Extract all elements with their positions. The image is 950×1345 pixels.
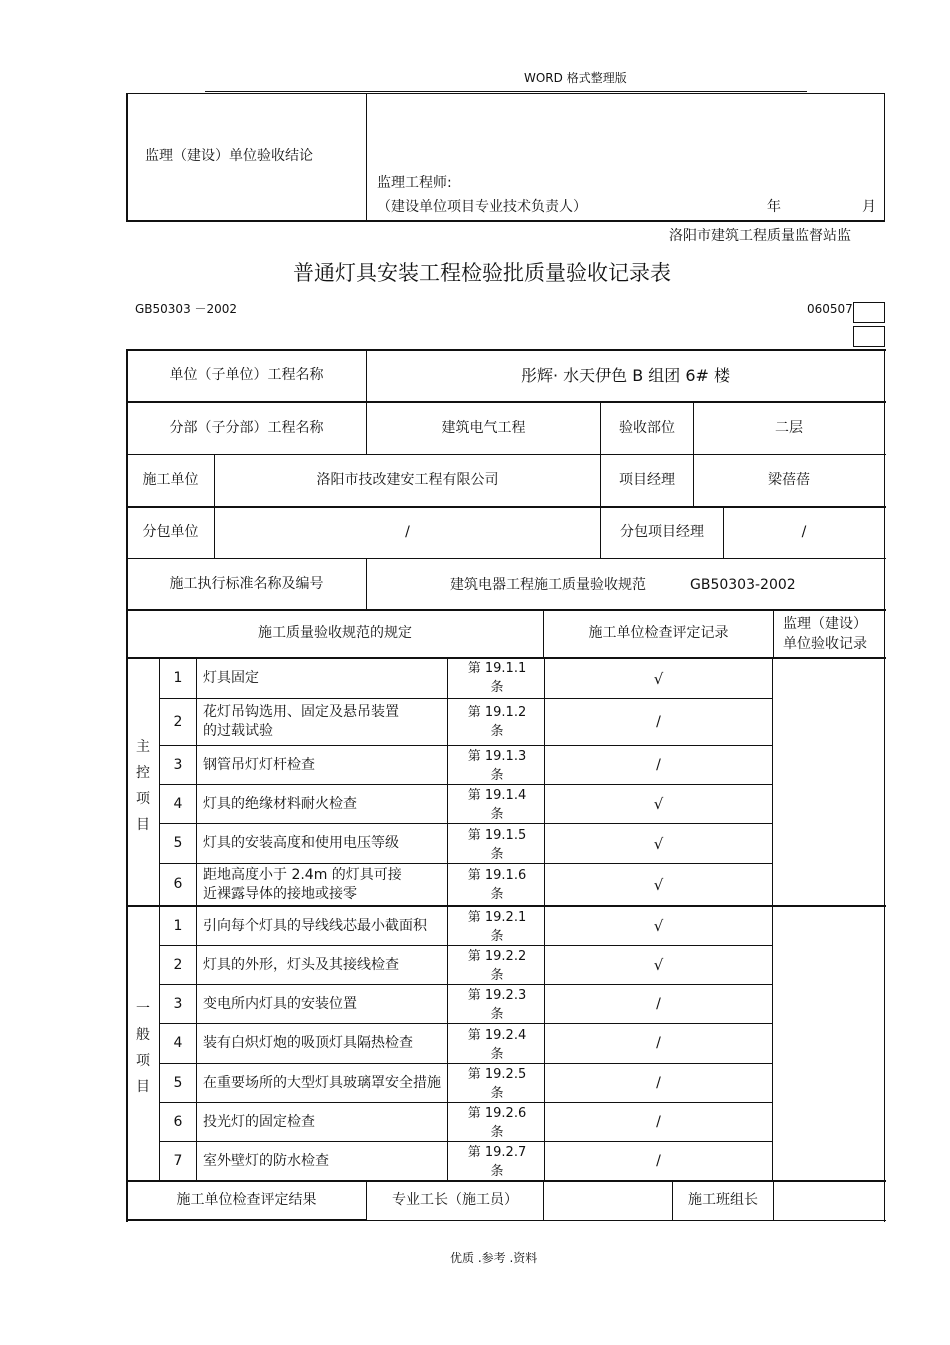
construction-unit-label: 施工单位: [142, 472, 199, 489]
col-spec-header: 施工质量验收规范的规定: [258, 625, 412, 642]
unit-project-value: 彤辉· 水天伊色 B 组团 6# 楼: [520, 365, 731, 385]
result-label: 施工单位检查评定结果: [176, 1192, 317, 1209]
page-header: WORD 格式整理版: [524, 71, 627, 85]
col-check-record-header: 施工单位检查评定记录: [588, 625, 729, 642]
subcontract-unit-value: /: [405, 524, 410, 541]
form-title: 普通灯具安装工程检验批质量验收记录表: [293, 261, 671, 285]
month-label: 月: [862, 199, 876, 215]
page-footer: 优质 .参考 .资料: [450, 1251, 538, 1265]
tech-lead-label: （建设单位项目专业技术负责人）: [377, 199, 587, 215]
sub-project-label: 分部（子分部）工程名称: [169, 419, 324, 436]
form-number: 060507: [807, 302, 853, 316]
year-label: 年: [767, 199, 781, 215]
station-line: 洛阳市建筑工程质量监督站监: [669, 228, 851, 244]
unit-project-label: 单位（子单位）工程名称: [169, 367, 324, 384]
engineer-label: 监理工程师:: [377, 175, 452, 191]
acceptance-part-label: 验收部位: [619, 419, 675, 436]
project-manager-value: 梁蓓蓓: [768, 472, 810, 489]
col-supervision-header-l1: 监理（建设）: [783, 616, 867, 632]
project-manager-label: 项目经理: [619, 472, 675, 489]
subcontract-manager-label: 分包项目经理: [620, 524, 704, 541]
standard-label: 施工执行标准名称及编号: [169, 575, 324, 592]
acceptance-part-value: 二层: [775, 419, 803, 436]
construction-unit-value: 洛阳市技改建安工程有限公司: [316, 472, 499, 489]
subcontract-manager-value: /: [801, 524, 807, 541]
standard-number: GB50303-2002: [690, 577, 796, 593]
subcontract-unit-label: 分包单位: [142, 524, 199, 541]
foreman-label: 专业工长（施工员）: [392, 1192, 518, 1209]
header-rule: [205, 91, 807, 92]
team-leader-label: 施工班组长: [688, 1192, 758, 1209]
sub-project-value: 建筑电气工程: [441, 419, 526, 436]
standard-code: GB50303 －2002: [135, 302, 238, 316]
col-supervision-header-l2: 单位验收记录: [783, 636, 867, 652]
form-number-box-1: [853, 302, 885, 323]
conclusion-label: 监理（建设）单位验收结论: [145, 148, 313, 164]
standard-value: 建筑电器工程施工质量验收规范: [450, 577, 646, 593]
form-number-box-2: [853, 326, 885, 347]
